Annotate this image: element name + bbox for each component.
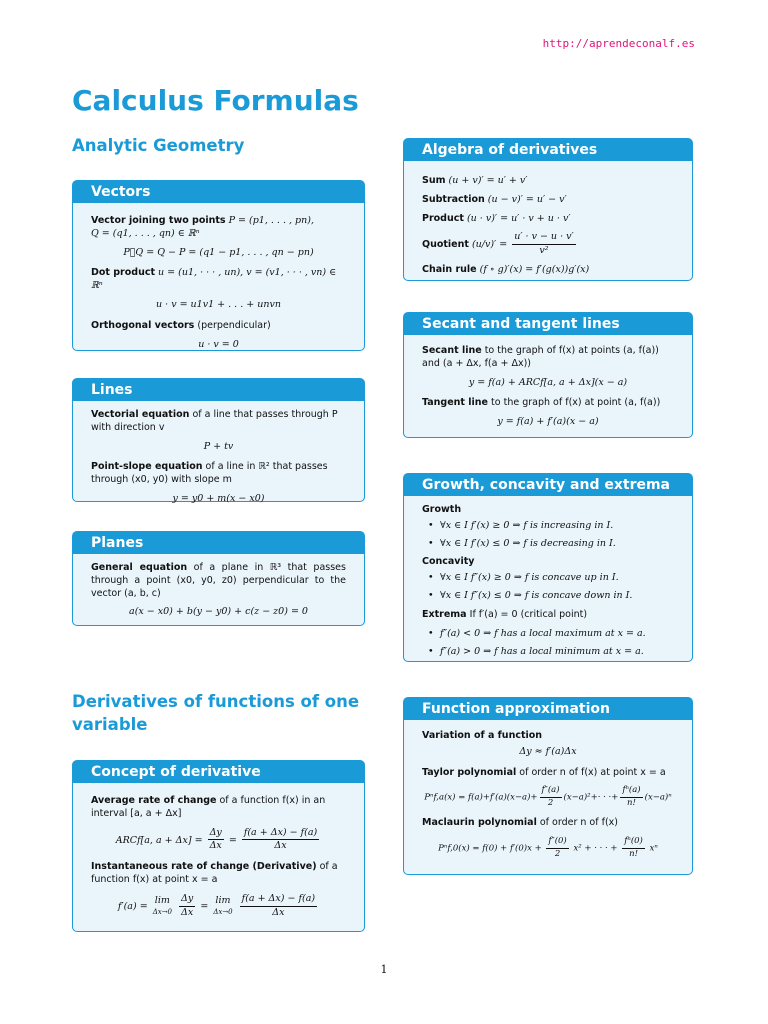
instantaneous-rate-lhs: f′(a) = — [117, 900, 148, 912]
lines-title: Lines — [73, 379, 364, 401]
variation-label: Variation of a function — [422, 730, 543, 741]
extrema-text: If f′(a) = 0 (critical point) — [469, 608, 588, 620]
maclaurin-lhs: Pⁿf,0(x) = f(0) + f′(0)x + — [438, 843, 542, 854]
taylor-text: of order n of f(x) at point x = a — [519, 766, 666, 778]
maclaurin-fraction-1: $\frac{f''(0)}{2}$ — [548, 836, 567, 859]
vectorial-equation-label: Vectorial equation — [91, 409, 190, 420]
subtraction-formula: (u − v)′ = u′ − v′ — [487, 193, 567, 205]
average-rate-lhs: ARCf[a, a + Δx] = — [115, 834, 203, 846]
lines-box — [72, 378, 365, 505]
limit-1: lim Δx→0 — [152, 895, 173, 916]
algebra-derivatives-title: Algebra of derivatives — [404, 139, 692, 161]
concept-derivative-box — [72, 760, 365, 932]
general-equation-text: of a plane in ℝ³ that passes through a point (x0, y0, z0) perpendicular to the vector (a, b, c) — [91, 562, 346, 599]
instantaneous-equals: = — [200, 900, 209, 912]
point-slope-text: of a line in ℝ² that passes through (x0, y0) with slope m — [91, 461, 328, 486]
concept-derivative-title: Concept of derivative — [73, 761, 364, 783]
general-equation-label: General equation — [91, 562, 188, 573]
quotient-label: Quotient — [422, 239, 469, 251]
instantaneous-rate-text: of a function f(x) at point x = a — [91, 861, 338, 886]
taylor-formula — [422, 785, 674, 809]
section-derivatives-one-variable: Derivatives of functions of one variable — [72, 692, 360, 735]
maclaurin-fraction-2: $\frac{\text{fⁿ(0)}}{n!}$ — [624, 836, 643, 859]
planes-box — [72, 531, 365, 626]
vector-joining-line1: P = (p1, . . . , pn), — [228, 215, 314, 226]
vector-joining-formula: P⃗Q = Q − P = (q1 − p1, . . . , qn − pn) — [123, 246, 314, 258]
secant-line-formula: y = f(a) + ARCf[a, a + Δx](x − a) — [468, 376, 628, 388]
orthogonal-text: (perpendicular) — [197, 319, 271, 331]
limit-2: lim Δx→0 — [213, 895, 233, 916]
instantaneous-rate-formula — [91, 893, 346, 920]
quotient-lhs: (u/v)′ = — [471, 239, 508, 251]
maclaurin-text: of order n of f(x) — [539, 817, 618, 829]
tangent-line-text: to the graph of f(x) at point (a, f(a)) — [491, 397, 661, 409]
point-slope-formula: y = y0 + m(x − x0) — [172, 493, 265, 505]
extrema-item: • f″(a) < 0 ⇒ f has a local maximum at x = a. — [440, 628, 674, 641]
vector-joining-line2: Q = (q1, . . . , qn) ∈ ℝⁿ — [91, 227, 200, 239]
dot-product-def: u = (u1, · · · , un), v = (v1, · · · , vn) ∈ ℝⁿ — [91, 267, 337, 292]
average-rate-fraction-1: $\frac{\Delta y}{\Delta x}$ — [209, 826, 222, 852]
secant-line-text: to the graph of f(x) at points (a, f(a)) and (a + Δx, f(a + Δx)) — [422, 345, 659, 369]
vectorial-equation-formula: P + tv — [203, 440, 234, 452]
instantaneous-fraction-1: $\frac{\Delta y}{\Delta x}$ — [181, 892, 194, 918]
growth-concavity-title: Growth, concavity and extrema — [404, 474, 692, 496]
sum-label: Sum — [422, 175, 446, 186]
average-rate-fraction-2: $\frac{f(a + \Delta x) - f(a)}{\Delta x}$ — [243, 826, 318, 852]
concavity-label: Concavity — [422, 556, 475, 568]
vector-joining-label: Vector joining two points — [91, 215, 226, 226]
page-title: Calculus Formulas — [72, 84, 359, 117]
general-equation-formula: a(x − x0) + b(y − y0) + c(z − z0) = 0 — [129, 606, 308, 618]
dot-product-label: Dot product — [91, 267, 156, 279]
taylor-lhs: Pⁿf,a(x) = f(a)+f′(a)(x−a)+ — [424, 792, 538, 803]
extrema-item: • f″(a) > 0 ⇒ f has a local minimum at x = a. — [440, 646, 674, 659]
variation-formula: Δy ≈ f′(a)Δx — [519, 745, 577, 757]
instantaneous-fraction-2: $\frac{f(a + \Delta x) - f(a)}{\Delta x}$ — [241, 892, 316, 918]
sum-formula: (u + v)′ = u′ + v′ — [448, 175, 528, 186]
planes-title: Planes — [73, 532, 364, 554]
site-url[interactable]: http://aprendeconalf.es — [542, 37, 695, 50]
chain-rule-label: Chain rule — [422, 264, 477, 276]
maclaurin-label: Maclaurin polynomial — [422, 817, 537, 829]
quotient-fraction: $\frac{u' \cdot v - u \cdot v'}{\text{v²}}$ — [514, 231, 574, 257]
growth-item: • ∀x ∈ I f′(x) ≥ 0 ⇒ f is increasing in I. — [440, 520, 674, 533]
concavity-item: • ∀x ∈ I f″(x) ≤ 0 ⇒ f is concave down in I. — [440, 590, 674, 603]
maclaurin-mid: x² + · · · + — [573, 843, 618, 854]
vectors-title: Vectors — [73, 181, 364, 203]
taylor-fraction-1: $\frac{f''(a)}{2}$ — [541, 785, 560, 808]
growth-concavity-box — [403, 473, 693, 662]
growth-item: • ∀x ∈ I f′(x) ≤ 0 ⇒ f is decreasing in I. — [440, 538, 674, 551]
growth-label: Growth — [422, 504, 462, 515]
maclaurin-formula — [422, 836, 674, 860]
secant-tangent-title: Secant and tangent lines — [404, 313, 692, 335]
product-label: Product — [422, 212, 464, 224]
chain-rule-formula: (f ∘ g)′(x) = f′(g(x))g′(x) — [479, 264, 590, 276]
average-rate-formula — [91, 827, 346, 854]
concavity-item: • ∀x ∈ I f″(x) ≥ 0 ⇒ f is concave up in I. — [440, 572, 674, 585]
page-number: 1 — [380, 963, 388, 976]
section-analytic-geometry: Analytic Geometry — [72, 136, 245, 155]
average-rate-equals: = — [228, 834, 237, 846]
function-approximation-title: Function approximation — [404, 698, 692, 720]
product-formula: (u · v)′ = u′ · v + u · v′ — [466, 212, 571, 224]
orthogonal-formula: u · v = 0 — [198, 338, 239, 350]
tangent-line-label: Tangent line — [422, 397, 489, 409]
maclaurin-end: xⁿ — [649, 843, 658, 854]
vectorial-equation-text: of a line that passes through P with direction v — [91, 409, 338, 433]
taylor-fraction-2: $\frac{\text{fⁿ(a)}}{n!}$ — [622, 785, 641, 808]
orthogonal-label: Orthogonal vectors — [91, 319, 195, 331]
vectors-box — [72, 180, 365, 351]
dot-product-formula: u · v = u1v1 + . . . + unvn — [156, 299, 281, 311]
average-rate-label: Average rate of change — [91, 795, 217, 806]
subtraction-label: Subtraction — [422, 193, 485, 205]
extrema-label: Extrema — [422, 608, 467, 620]
secant-tangent-box — [403, 312, 693, 438]
point-slope-label: Point-slope equation — [91, 461, 203, 473]
instantaneous-rate-label: Instantaneous rate of change (Derivative) — [91, 861, 317, 873]
average-rate-text: of a function f(x) in an interval [a, a + Δx] — [91, 795, 326, 819]
algebra-derivatives-box — [403, 138, 693, 281]
tangent-line-formula: y = f(a) + f′(a)(x − a) — [497, 416, 599, 428]
taylor-label: Taylor polynomial — [422, 766, 517, 778]
secant-line-label: Secant line — [422, 345, 482, 356]
taylor-end: (x−a)ⁿ — [644, 792, 672, 803]
taylor-mid: (x−a)²+· · ·+ — [563, 792, 619, 803]
function-approximation-box — [403, 697, 693, 875]
